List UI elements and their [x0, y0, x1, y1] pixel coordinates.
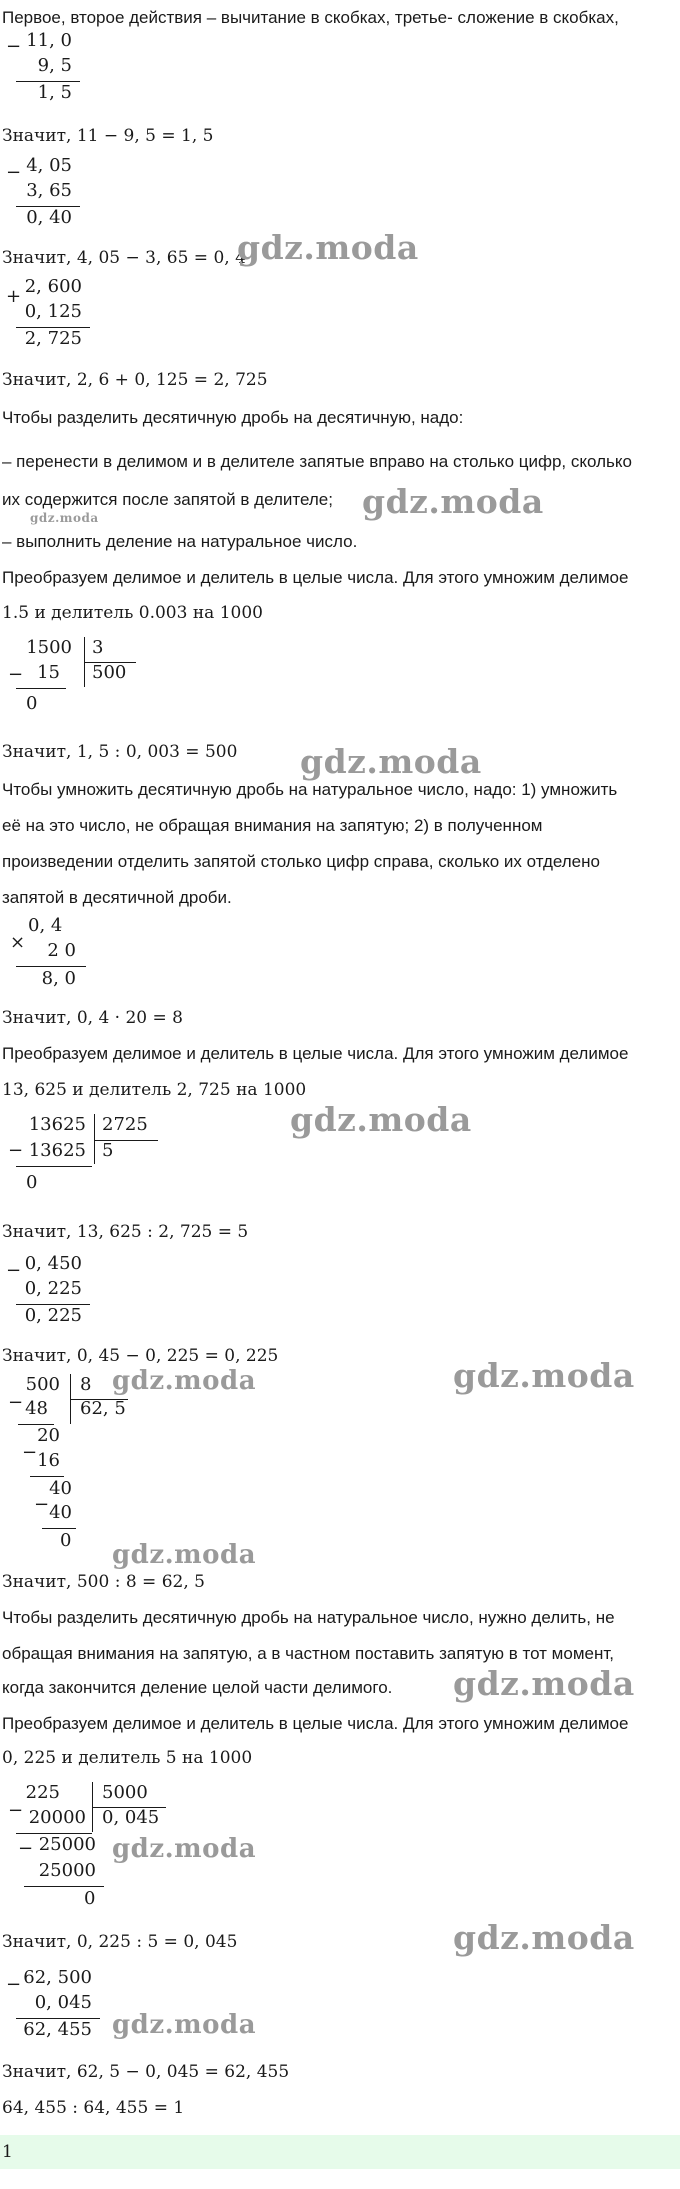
plus-sign: +: [6, 286, 22, 307]
minus-sign: −: [6, 36, 22, 57]
factor-2: 2 0: [47, 940, 76, 961]
divisor: 3: [92, 637, 104, 658]
difference: 0, 40: [26, 207, 72, 228]
convert-text-1b: 1.5 и делитель 0.003 на 1000: [2, 603, 263, 623]
watermark: gdz.moda: [112, 2010, 257, 2040]
minus-sign: −: [8, 664, 24, 685]
step-2-remainder: 40: [49, 1478, 72, 1499]
convert-text-2a: Преобразуем делимое и делитель в целые числа. Для этого умножим делимое: [2, 1044, 629, 1063]
result-line-d3: Значит, 500 : 8 = 62, 5: [2, 1572, 205, 1592]
divisor: 8: [80, 1374, 92, 1395]
rule-division-decimal-4: – выполнить деление на натуральное число.: [2, 532, 358, 551]
minus-sign: −: [6, 1974, 22, 1995]
addend-2: 0, 125: [24, 301, 82, 322]
result-line: [30, 1476, 64, 1477]
final-equation: 64, 455 : 64, 455 = 1: [2, 2098, 185, 2118]
rule-multiplication-1: Чтобы умножить десятичную дробь на натуральное число, надо: 1) умножить: [2, 780, 618, 799]
minus-sign: −: [8, 1140, 24, 1161]
rule-multiplication-4: запятой в десятичной дроби.: [2, 888, 232, 907]
minuend: 11, 0: [26, 30, 72, 51]
watermark: gdz.moda: [112, 1834, 257, 1864]
addend-1: 2, 600: [24, 276, 82, 297]
divisor: 2725: [102, 1114, 148, 1135]
subtrahend: 0, 225: [24, 1278, 82, 1299]
watermark: gdz.moda: [112, 1366, 257, 1396]
result-line-d2: Значит, 13, 625 : 2, 725 = 5: [2, 1222, 249, 1242]
divisor: 5000: [102, 1782, 148, 1803]
dividend: 500: [25, 1374, 60, 1395]
minus-sign: −: [8, 1800, 24, 1821]
result-line: [16, 966, 86, 967]
result-line-2: Значит, 4, 05 − 3, 65 = 0, 4: [2, 248, 246, 268]
difference: 0, 225: [24, 1305, 82, 1326]
factor-1: 0, 4: [28, 915, 63, 936]
quotient: 5: [102, 1140, 114, 1161]
quotient: 500: [92, 662, 127, 683]
result-line-d4: Значит, 0, 225 : 5 = 0, 045: [2, 1932, 238, 1952]
step-2-subtracted: 25000: [38, 1860, 96, 1881]
convert-text-2b: 13, 625 и делитель 2, 725 на 1000: [2, 1080, 307, 1100]
watermark: gdz.moda: [362, 482, 544, 521]
minus-sign: −: [6, 1260, 22, 1281]
rule-natural-division-2: обращая внимания на запятую, а в частном поставить запятую в тот момент,: [2, 1644, 614, 1663]
rule-natural-division-3: когда закончится деление целой части делимого.: [2, 1678, 393, 1697]
subtracted: 15: [37, 662, 60, 683]
product: 8, 0: [41, 968, 76, 989]
rule-division-decimal-3: их содержится после запятой в делителе;: [2, 490, 333, 509]
remainder: 0: [84, 1888, 96, 1909]
subtrahend: 9, 5: [37, 55, 72, 76]
minus-sign: −: [22, 1442, 38, 1463]
result-line-c4: Значит, 0, 45 − 0, 225 = 0, 225: [2, 1346, 279, 1366]
times-sign: ×: [10, 932, 26, 953]
result-line: [16, 1166, 92, 1167]
rule-division-decimal-2: – перенести в делимом и в делителе запятые вправо на столько цифр, сколько: [2, 452, 632, 471]
result-line: [16, 688, 66, 689]
convert-text-1a: Преобразуем делимое и делитель в целые числа. Для этого умножим делимое: [2, 568, 629, 587]
result-line: [42, 1528, 76, 1529]
answer-bar: [0, 2135, 680, 2169]
division-bar: [94, 1114, 95, 1164]
rule-natural-division-1: Чтобы разделить десятичную дробь на натуральное число, нужно делить, не: [2, 1608, 615, 1627]
step-2-subtracted: 16: [37, 1450, 60, 1471]
watermark-small: gdz.moda: [30, 511, 99, 525]
rule-multiplication-2: её на это число, не обращая внимания на запятую; 2) в полученном: [2, 816, 543, 835]
minus-sign: −: [18, 1838, 34, 1859]
convert-text-3b: 0, 225 и делитель 5 на 1000: [2, 1748, 253, 1768]
remainder: 0: [60, 1530, 72, 1551]
result-line-m1: Значит, 0, 4 · 20 = 8: [2, 1008, 183, 1028]
remainder: 0: [26, 1172, 38, 1193]
result-line-c5: Значит, 62, 5 − 0, 045 = 62, 455: [2, 2062, 290, 2082]
dividend: 225: [25, 1782, 60, 1803]
intro-text: Первое, второе действия – вычитание в скобках, третье- сложение в скобках,: [2, 8, 619, 27]
step-1-remainder: 25000: [38, 1834, 96, 1855]
watermark: gdz.moda: [453, 1356, 635, 1395]
result-line-d1: Значит, 1, 5 : 0, 003 = 500: [2, 742, 238, 762]
quotient: 0, 045: [102, 1807, 160, 1828]
step-1-subtracted: 20000: [28, 1807, 86, 1828]
watermark: gdz.moda: [453, 1664, 635, 1703]
minuend: 0, 450: [24, 1253, 82, 1274]
minuend: 62, 500: [23, 1967, 92, 1988]
rule-multiplication-3: произведении отделить запятой столько цифр справа, сколько их отделено: [2, 852, 600, 871]
subtrahend: 0, 045: [34, 1992, 92, 2013]
quotient: 62, 5: [80, 1398, 126, 1419]
minus-sign: −: [6, 162, 22, 183]
step-1-remainder: 20: [37, 1425, 60, 1446]
result-line: [24, 1886, 104, 1887]
remainder: 0: [26, 693, 38, 714]
rule-division-decimal-1: Чтобы разделить десятичную дробь на десятичную, надо:: [2, 408, 464, 427]
subtracted: 13625: [28, 1140, 86, 1161]
dividend: 13625: [28, 1114, 86, 1135]
watermark: gdz.moda: [112, 1540, 257, 1570]
convert-text-3a: Преобразуем делимое и делитель в целые числа. Для этого умножим делимое: [2, 1714, 629, 1733]
result-line-1: Значит, 11 − 9, 5 = 1, 5: [2, 126, 214, 146]
result-line-3: Значит, 2, 6 + 0, 125 = 2, 725: [2, 370, 268, 390]
watermark: gdz.moda: [300, 742, 482, 781]
watermark: gdz.moda: [237, 228, 419, 267]
difference: 62, 455: [23, 2019, 92, 2040]
subtrahend: 3, 65: [26, 180, 72, 201]
sum: 2, 725: [24, 328, 82, 349]
watermark: gdz.moda: [453, 1918, 635, 1957]
dividend: 1500: [26, 637, 72, 658]
step-3-subtracted: 40: [49, 1502, 72, 1523]
minus-sign: −: [8, 1392, 24, 1413]
answer-value: 1: [2, 2142, 13, 2162]
watermark: gdz.moda: [290, 1100, 472, 1139]
step-1-subtracted: 48: [25, 1398, 48, 1419]
difference: 1, 5: [37, 82, 72, 103]
minus-sign: −: [34, 1494, 50, 1515]
minuend: 4, 05: [26, 155, 72, 176]
